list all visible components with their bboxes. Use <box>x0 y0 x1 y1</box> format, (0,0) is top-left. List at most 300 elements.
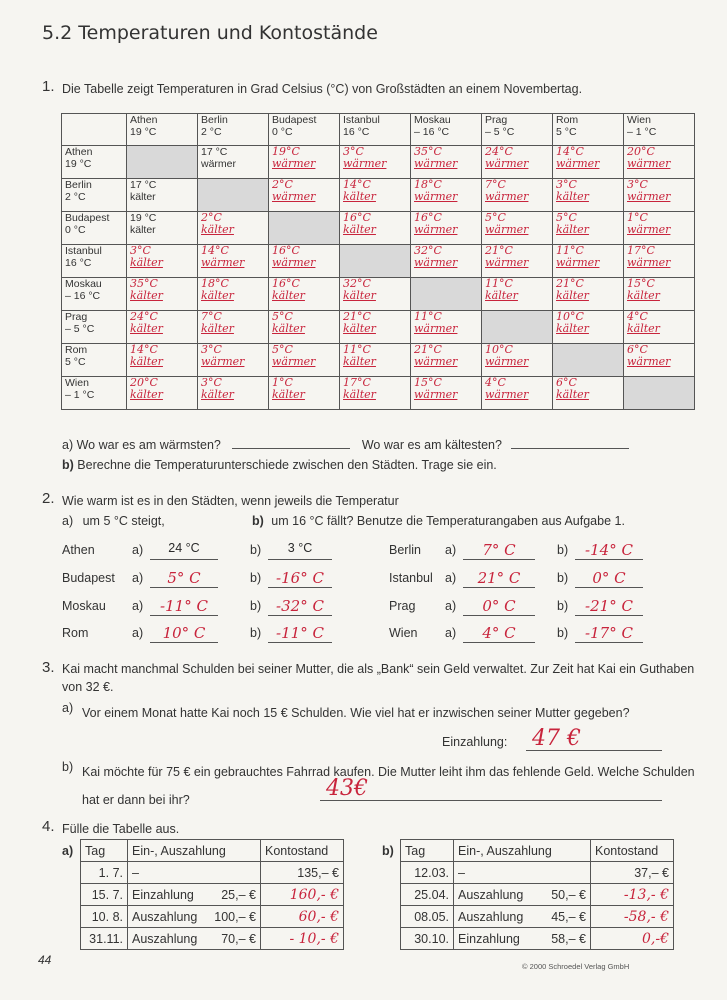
transaction-type: – <box>132 865 139 880</box>
city-label: Budapest <box>62 571 115 585</box>
difference-cell[interactable] <box>553 179 624 212</box>
difference-cell[interactable] <box>624 278 695 311</box>
difference-cell[interactable] <box>411 377 482 410</box>
row-header-city: Prag <box>65 311 88 323</box>
difference-value: 18°C <box>201 277 229 290</box>
column-header-city: Wien <box>627 114 651 126</box>
column-header <box>624 114 695 146</box>
difference-value: 6°C <box>556 376 577 389</box>
task2-b-label: b) <box>252 514 264 528</box>
city-label: Athen <box>62 543 95 557</box>
difference-cell[interactable] <box>482 146 553 179</box>
part-b-answer[interactable]: 0° C <box>575 569 643 588</box>
difference-direction: wärmer <box>485 190 529 203</box>
account-balance[interactable] <box>591 928 674 950</box>
table-cell-diagonal <box>127 146 198 179</box>
difference-value: 3°C <box>556 178 577 191</box>
difference-cell[interactable] <box>340 179 411 212</box>
difference-value: 11°C <box>343 343 371 356</box>
balance-value: -58,- € <box>623 908 669 925</box>
difference-value: 32°C <box>343 277 371 290</box>
difference-direction: wärmer <box>414 388 458 401</box>
part-b-label: b) <box>557 543 569 557</box>
difference-direction: wärmer <box>343 157 387 170</box>
difference-cell[interactable] <box>340 212 411 245</box>
difference-value: 5°C <box>272 343 293 356</box>
account-date: 12.03. <box>401 862 454 884</box>
transaction-type: Einzahlung <box>458 931 520 946</box>
difference-direction: kälter <box>201 289 234 302</box>
difference-cell[interactable] <box>127 344 198 377</box>
difference-value: 17 °C <box>201 146 228 158</box>
account-row <box>401 862 674 884</box>
difference-direction: kälter <box>272 388 305 401</box>
difference-value: 3°C <box>130 244 151 257</box>
task4-b-label: b) <box>382 844 394 858</box>
task1-qb-text: Berechne die Temperaturunterschiede zwischen den Städten. Trage sie ein. <box>77 458 497 472</box>
column-header-city: Budapest <box>272 114 317 126</box>
account-date: 1. 7. <box>81 862 128 884</box>
difference-value: 10°C <box>485 343 513 356</box>
account-transaction <box>454 862 591 884</box>
column-header <box>198 114 269 146</box>
difference-cell[interactable] <box>482 344 553 377</box>
difference-cell[interactable] <box>482 245 553 278</box>
part-b-answer[interactable]: -16° C <box>268 569 332 588</box>
task3-number: 3. <box>42 659 55 676</box>
difference-cell[interactable] <box>624 146 695 179</box>
difference-direction: kälter <box>272 289 305 302</box>
task1-qb <box>62 456 497 474</box>
difference-value: 17 °C <box>130 179 157 191</box>
difference-direction: wärmer <box>485 256 529 269</box>
balance-value: 0,-€ <box>642 930 669 947</box>
part-b-answer[interactable]: -32° C <box>268 597 332 616</box>
difference-cell[interactable] <box>198 344 269 377</box>
part-a-answer[interactable]: 4° C <box>463 624 535 643</box>
difference-direction: kälter <box>556 190 589 203</box>
part-a-answer[interactable]: 21° C <box>463 569 535 588</box>
account-transaction <box>454 906 591 928</box>
difference-value: 3°C <box>201 343 222 356</box>
difference-cell[interactable] <box>269 311 340 344</box>
difference-cell[interactable] <box>411 179 482 212</box>
difference-direction: kälter <box>556 388 589 401</box>
difference-value: 16°C <box>272 277 300 290</box>
task3-a-label: a) <box>62 701 74 715</box>
account-balance[interactable] <box>261 906 344 928</box>
difference-direction: kälter <box>130 191 156 203</box>
account-balance[interactable] <box>591 884 674 906</box>
part-b-answer[interactable]: -14° C <box>575 541 643 560</box>
difference-direction: kälter <box>201 223 234 236</box>
difference-direction: wärmer <box>414 322 458 335</box>
difference-value: 16°C <box>343 211 371 224</box>
task4-a-label: a) <box>62 844 74 858</box>
account-row <box>401 928 674 950</box>
column-header-temp: 19 °C <box>130 126 157 138</box>
difference-cell[interactable] <box>624 212 695 245</box>
account-transaction <box>128 862 261 884</box>
difference-direction: wärmer <box>627 190 671 203</box>
difference-cell[interactable] <box>553 311 624 344</box>
balance-value: -13,- € <box>623 886 669 903</box>
difference-value: 14°C <box>556 145 584 158</box>
row-header <box>62 245 127 278</box>
task2-number: 2. <box>42 490 55 507</box>
account-row <box>401 906 674 928</box>
row-header <box>62 311 127 344</box>
column-header-city: Berlin <box>201 114 228 126</box>
account-transaction <box>128 928 261 950</box>
difference-direction: kälter <box>485 289 518 302</box>
city-label: Moskau <box>62 599 106 613</box>
account-header-row <box>81 840 344 862</box>
difference-value: 15°C <box>414 376 442 389</box>
difference-value: 1°C <box>627 211 648 224</box>
row-header-temp: 0 °C <box>65 224 86 236</box>
difference-direction: wärmer <box>272 190 316 203</box>
difference-direction: kälter <box>343 289 376 302</box>
difference-value: 4°C <box>627 310 648 323</box>
account-transaction <box>128 884 261 906</box>
account-date: 15. 7. <box>81 884 128 906</box>
table-row <box>62 377 695 410</box>
transaction-type: – <box>458 865 465 880</box>
difference-value: 35°C <box>414 145 442 158</box>
difference-cell[interactable] <box>411 245 482 278</box>
column-header-temp: – 5 °C <box>485 126 515 138</box>
difference-value: 19°C <box>272 145 300 158</box>
difference-cell[interactable] <box>553 146 624 179</box>
account-column-header: Kontostand <box>261 840 344 862</box>
balance-value: 160,- € <box>289 886 339 903</box>
account-column-header: Tag <box>81 840 128 862</box>
account-column-header: Kontostand <box>591 840 674 862</box>
deposit-answer: 47 € <box>532 726 581 751</box>
difference-value: 1°C <box>272 376 293 389</box>
difference-direction: wärmer <box>485 355 529 368</box>
row-header-temp: 16 °C <box>65 257 92 269</box>
difference-value: 10°C <box>556 310 584 323</box>
deposit-answer-field[interactable] <box>526 726 662 751</box>
table-row <box>62 245 695 278</box>
difference-value: 11°C <box>414 310 442 323</box>
difference-direction: wärmer <box>201 355 245 368</box>
column-header-temp: – 16 °C <box>414 126 450 138</box>
task2-b-text: um 16 °C fällt? Benutze die Temperaturangaben aus Aufgabe 1. <box>271 514 625 528</box>
debt-answer-field[interactable] <box>320 776 662 801</box>
difference-value: 11°C <box>556 244 584 257</box>
difference-direction: wärmer <box>272 355 316 368</box>
part-a-label: a) <box>445 599 457 613</box>
difference-cell[interactable] <box>482 212 553 245</box>
part-b-answer[interactable]: -17° C <box>575 624 643 643</box>
table-cell-diagonal <box>624 377 695 410</box>
column-header-temp: 5 °C <box>556 126 577 138</box>
difference-direction: wärmer <box>556 256 600 269</box>
difference-direction: kälter <box>627 289 660 302</box>
part-a-answer[interactable]: 7° C <box>463 541 535 560</box>
difference-cell[interactable] <box>269 245 340 278</box>
part-b-label: b) <box>250 599 262 613</box>
row-header-city: Istanbul <box>65 245 102 257</box>
difference-value: 16°C <box>414 211 442 224</box>
account-column-header: Ein-, Auszahlung <box>454 840 591 862</box>
part-a-answer[interactable]: 0° C <box>463 597 535 616</box>
difference-cell[interactable] <box>340 344 411 377</box>
difference-cell[interactable] <box>269 278 340 311</box>
balance-value: 60,- € <box>298 908 339 925</box>
account-row <box>81 862 344 884</box>
row-header-temp: – 5 °C <box>65 323 95 335</box>
difference-value: 21°C <box>485 244 513 257</box>
difference-value: 14°C <box>343 178 371 191</box>
difference-value: 17°C <box>343 376 371 389</box>
task4-text: Fülle die Tabelle aus. <box>62 822 180 836</box>
difference-cell[interactable] <box>411 311 482 344</box>
transaction-type: Auszahlung <box>132 931 198 946</box>
part-b-label: b) <box>250 571 262 585</box>
part-a-label: a) <box>132 626 144 640</box>
difference-cell[interactable] <box>553 278 624 311</box>
difference-value: 14°C <box>130 343 158 356</box>
difference-cell[interactable] <box>624 179 695 212</box>
part-a-answer[interactable]: 10° C <box>150 624 218 643</box>
difference-direction: kälter <box>130 322 163 335</box>
difference-value: 18°C <box>414 178 442 191</box>
page-number: 44 <box>38 953 52 967</box>
difference-direction: wärmer <box>627 256 671 269</box>
difference-direction: kälter <box>343 322 376 335</box>
part-a-label: a) <box>445 571 457 585</box>
account-date: 25.04. <box>401 884 454 906</box>
difference-cell[interactable] <box>411 146 482 179</box>
difference-value: 2°C <box>201 211 222 224</box>
column-header <box>269 114 340 146</box>
account-date: 30.10. <box>401 928 454 950</box>
difference-cell[interactable] <box>624 245 695 278</box>
difference-value: 19 °C <box>130 212 157 224</box>
account-transaction <box>454 928 591 950</box>
difference-cell[interactable] <box>340 278 411 311</box>
row-header-temp: 19 °C <box>65 158 92 170</box>
difference-cell[interactable] <box>553 245 624 278</box>
difference-direction: kälter <box>343 190 376 203</box>
difference-direction: kälter <box>201 388 234 401</box>
row-header-temp: – 1 °C <box>65 389 95 401</box>
account-transaction <box>128 906 261 928</box>
column-header-city: Prag <box>485 114 508 126</box>
difference-direction: wärmer <box>414 157 458 170</box>
difference-value: 24°C <box>130 310 158 323</box>
difference-value: 16°C <box>272 244 300 257</box>
difference-cell[interactable] <box>624 311 695 344</box>
difference-direction: kälter <box>130 224 156 236</box>
row-header-city: Berlin <box>65 179 92 191</box>
coldest-answer-field[interactable] <box>511 448 629 449</box>
difference-cell[interactable] <box>411 212 482 245</box>
task3-b-label: b) <box>62 760 74 774</box>
difference-direction: wärmer <box>414 256 458 269</box>
difference-value: 21°C <box>414 343 442 356</box>
difference-cell[interactable] <box>482 278 553 311</box>
difference-cell[interactable] <box>127 179 198 212</box>
difference-cell[interactable] <box>269 377 340 410</box>
account-balance <box>591 862 674 884</box>
column-header <box>482 114 553 146</box>
city-label: Prag <box>389 599 416 613</box>
difference-cell[interactable] <box>411 344 482 377</box>
table-row <box>62 311 695 344</box>
difference-cell[interactable] <box>269 344 340 377</box>
transaction-amount: 50,– € <box>551 887 586 902</box>
column-header-temp: 0 °C <box>272 126 293 138</box>
row-header-temp: 2 °C <box>65 191 86 203</box>
part-b-label: b) <box>557 571 569 585</box>
row-header <box>62 344 127 377</box>
difference-value: 6°C <box>627 343 648 356</box>
table-row <box>62 146 695 179</box>
difference-direction: wärmer <box>272 157 316 170</box>
column-header-city: Istanbul <box>343 114 380 126</box>
difference-direction: kälter <box>627 322 660 335</box>
difference-cell[interactable] <box>553 212 624 245</box>
difference-direction: kälter <box>343 388 376 401</box>
difference-cell[interactable] <box>198 278 269 311</box>
difference-value: 32°C <box>414 244 442 257</box>
task2-a-text: um 5 °C steigt, <box>82 514 165 528</box>
table-cell-diagonal <box>198 179 269 212</box>
table-row <box>62 179 695 212</box>
difference-direction: wärmer <box>556 157 600 170</box>
part-b-answer[interactable]: -21° C <box>575 597 643 616</box>
column-header-temp: 16 °C <box>343 126 370 138</box>
account-balance[interactable] <box>591 906 674 928</box>
city-label: Berlin <box>389 543 421 557</box>
difference-value: 21°C <box>556 277 584 290</box>
row-header <box>62 146 127 179</box>
difference-direction: wärmer <box>414 223 458 236</box>
transaction-amount: 58,– € <box>551 931 586 946</box>
task4-number: 4. <box>42 818 55 835</box>
difference-cell[interactable] <box>340 311 411 344</box>
account-header-row <box>401 840 674 862</box>
part-a-answer[interactable]: 5° C <box>150 569 218 588</box>
account-balance <box>261 862 344 884</box>
difference-direction: kälter <box>130 256 163 269</box>
row-header-city: Budapest <box>65 212 110 224</box>
row-header-city: Wien <box>65 377 89 389</box>
difference-cell[interactable] <box>127 377 198 410</box>
difference-direction: wärmer <box>201 158 237 170</box>
difference-cell[interactable] <box>482 377 553 410</box>
difference-value: 7°C <box>485 178 506 191</box>
difference-cell[interactable] <box>198 212 269 245</box>
transaction-amount: 25,– € <box>221 887 256 902</box>
difference-direction: kälter <box>556 322 589 335</box>
difference-value: 11°C <box>485 277 513 290</box>
difference-value: 7°C <box>201 310 222 323</box>
difference-cell[interactable] <box>198 311 269 344</box>
part-b-label: b) <box>557 599 569 613</box>
part-b-answer[interactable]: 3 °C <box>268 541 332 560</box>
account-table-a <box>80 839 344 950</box>
table-row <box>62 344 695 377</box>
difference-direction: wärmer <box>414 355 458 368</box>
part-a-label: a) <box>132 543 144 557</box>
table-cell-diagonal <box>482 311 553 344</box>
difference-value: 5°C <box>272 310 293 323</box>
difference-cell[interactable] <box>269 179 340 212</box>
row-header-city: Athen <box>65 146 93 158</box>
task3-intro: Kai macht manchmal Schulden bei seiner Mutter, die als „Bank“ sein Geld verwaltet. Zur Zeit hat Kai ein Guthaben von 32 €. <box>62 662 695 694</box>
difference-cell[interactable] <box>127 278 198 311</box>
part-a-answer[interactable]: -11° C <box>150 597 218 616</box>
difference-direction: wärmer <box>485 223 529 236</box>
column-header <box>411 114 482 146</box>
task1-number: 1. <box>42 78 55 95</box>
column-header-city: Moskau <box>414 114 451 126</box>
part-b-label: b) <box>250 543 262 557</box>
difference-cell[interactable] <box>553 377 624 410</box>
account-table-b-container <box>400 839 674 950</box>
difference-cell[interactable] <box>340 146 411 179</box>
difference-value: 14°C <box>201 244 229 257</box>
difference-cell[interactable] <box>482 179 553 212</box>
difference-cell[interactable] <box>198 377 269 410</box>
part-a-answer[interactable]: 24 °C <box>150 541 218 560</box>
account-table-a-container <box>80 839 344 950</box>
account-balance[interactable] <box>261 928 344 950</box>
difference-direction: wärmer <box>272 256 316 269</box>
difference-cell[interactable] <box>198 146 269 179</box>
difference-value: 5°C <box>485 211 506 224</box>
difference-cell[interactable] <box>340 377 411 410</box>
row-header-temp: – 16 °C <box>65 290 101 302</box>
table-row <box>62 212 695 245</box>
column-header-temp: 2 °C <box>201 126 222 138</box>
difference-cell[interactable] <box>269 146 340 179</box>
difference-direction: wärmer <box>627 223 671 236</box>
difference-cell[interactable] <box>127 245 198 278</box>
difference-cell[interactable] <box>127 311 198 344</box>
difference-cell[interactable] <box>624 344 695 377</box>
task2-a <box>62 512 165 530</box>
part-b-label: b) <box>557 626 569 640</box>
difference-value: 2°C <box>272 178 293 191</box>
part-b-answer[interactable]: -11° C <box>268 624 332 643</box>
account-transaction <box>454 884 591 906</box>
difference-direction: kälter <box>343 223 376 236</box>
column-header-city: Athen <box>130 114 158 126</box>
balance-value: 37,– € <box>634 865 669 880</box>
account-row <box>81 906 344 928</box>
difference-direction: kälter <box>343 355 376 368</box>
difference-value: 24°C <box>485 145 513 158</box>
task1-qa-cold: Wo war es am kältesten? <box>361 438 502 452</box>
difference-direction: wärmer <box>414 190 458 203</box>
account-balance[interactable] <box>261 884 344 906</box>
balance-value: - 10,- € <box>289 930 339 947</box>
debt-answer: 43€ <box>326 776 368 801</box>
difference-cell[interactable] <box>127 212 198 245</box>
row-header-city: Moskau <box>65 278 102 290</box>
city-label: Rom <box>62 626 89 640</box>
difference-direction: kälter <box>130 388 163 401</box>
difference-cell[interactable] <box>198 245 269 278</box>
warmest-answer-field[interactable] <box>232 448 350 449</box>
